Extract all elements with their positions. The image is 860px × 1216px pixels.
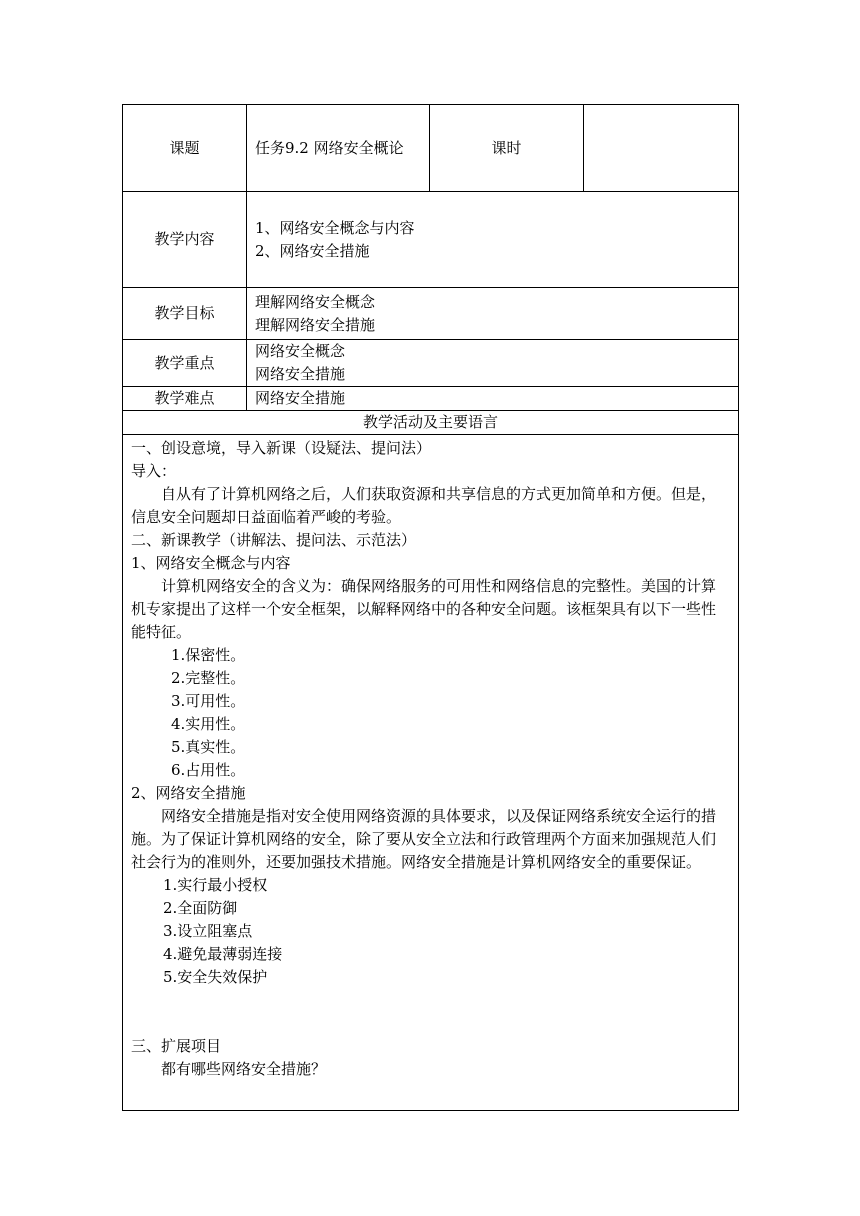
- goal-label: 教学目标: [123, 288, 247, 340]
- activity-title-row: [123, 411, 739, 435]
- subsection-1-title: 1、网络安全概念与内容: [131, 554, 291, 572]
- key-line: 网络安全措施: [255, 365, 346, 383]
- hours-label: 课时: [430, 105, 584, 192]
- goal-value: [247, 288, 739, 340]
- subsection-2-paragraph: 网络安全措施是指对安全使用网络资源的具体要求，以及保证网络系统安全运行的措施。为了保证计算机网络的安全，除了要从安全立法和行政管理两个方面来加强规范人们社会行为的准则外，还要加强技术措施。网络安全措施是计算机网络安全的重要保证。: [131, 807, 717, 871]
- key-row: [123, 340, 739, 387]
- section-1-title: 一、创设意境，导入新课（设疑法、提问法）: [131, 439, 432, 457]
- feature-item: 4.实用性。: [171, 715, 246, 733]
- content-value: [247, 192, 739, 288]
- content-line: 2、网络安全措施: [255, 241, 370, 260]
- key-line: 网络安全概念: [255, 342, 346, 360]
- lesson-plan-table: [122, 104, 739, 1111]
- subsection-2-title: 2、网络安全措施: [131, 784, 246, 802]
- hours-value: [584, 105, 739, 192]
- difficulty-row: [123, 387, 739, 411]
- measure-item: 2.全面防御: [163, 899, 238, 917]
- topic-value: 任务9.2 网络安全概论: [247, 105, 430, 192]
- difficulty-label: 教学难点: [123, 387, 247, 411]
- activity-content-row: [123, 435, 739, 1111]
- section-3-question: 都有哪些网络安全措施？: [161, 1060, 327, 1078]
- goal-line: 理解网络安全概念: [255, 292, 376, 311]
- intro-paragraph: 自从有了计算机网络之后，人们获取资源和共享信息的方式更加简单和方便。但是，信息安全问题却日益面临着严峻的考验。: [131, 485, 717, 526]
- measure-item: 5.安全失效保护: [163, 968, 268, 986]
- intro-label: 导入：: [131, 462, 177, 480]
- section-3-title: 三、扩展项目: [131, 1037, 222, 1055]
- difficulty-value: 网络安全措施: [247, 387, 739, 411]
- goal-line: 理解网络安全措施: [255, 315, 376, 334]
- activity-title: 教学活动及主要语言: [123, 411, 739, 435]
- content-label: 教学内容: [123, 192, 247, 288]
- subsection-1-paragraph: 计算机网络安全的含义为：确保网络服务的可用性和网络信息的完整性。美国的计算机专家提出了这样一个安全框架，以解释网络中的各种安全问题。该框架具有以下一些性能特征。: [131, 577, 717, 641]
- activity-content: [123, 435, 739, 1111]
- feature-item: 6.占用性。: [171, 761, 246, 779]
- section-2-title: 二、新课教学（讲解法、提问法、示范法）: [131, 531, 417, 549]
- feature-item: 5.真实性。: [171, 738, 246, 756]
- topic-row: [123, 105, 739, 192]
- feature-item: 3.可用性。: [171, 692, 246, 710]
- feature-item: 2.完整性。: [171, 669, 246, 687]
- key-label: 教学重点: [123, 340, 247, 387]
- spacer: [131, 989, 730, 1035]
- goal-row: [123, 288, 739, 340]
- topic-label: 课题: [123, 105, 247, 192]
- feature-item: 1.保密性。: [171, 646, 246, 664]
- measure-item: 1.实行最小授权: [163, 876, 268, 894]
- content-row: [123, 192, 739, 288]
- measure-item: 4.避免最薄弱连接: [163, 945, 283, 963]
- content-line: 1、网络安全概念与内容: [255, 218, 415, 237]
- key-value: [247, 340, 739, 387]
- measure-item: 3.设立阻塞点: [163, 922, 253, 940]
